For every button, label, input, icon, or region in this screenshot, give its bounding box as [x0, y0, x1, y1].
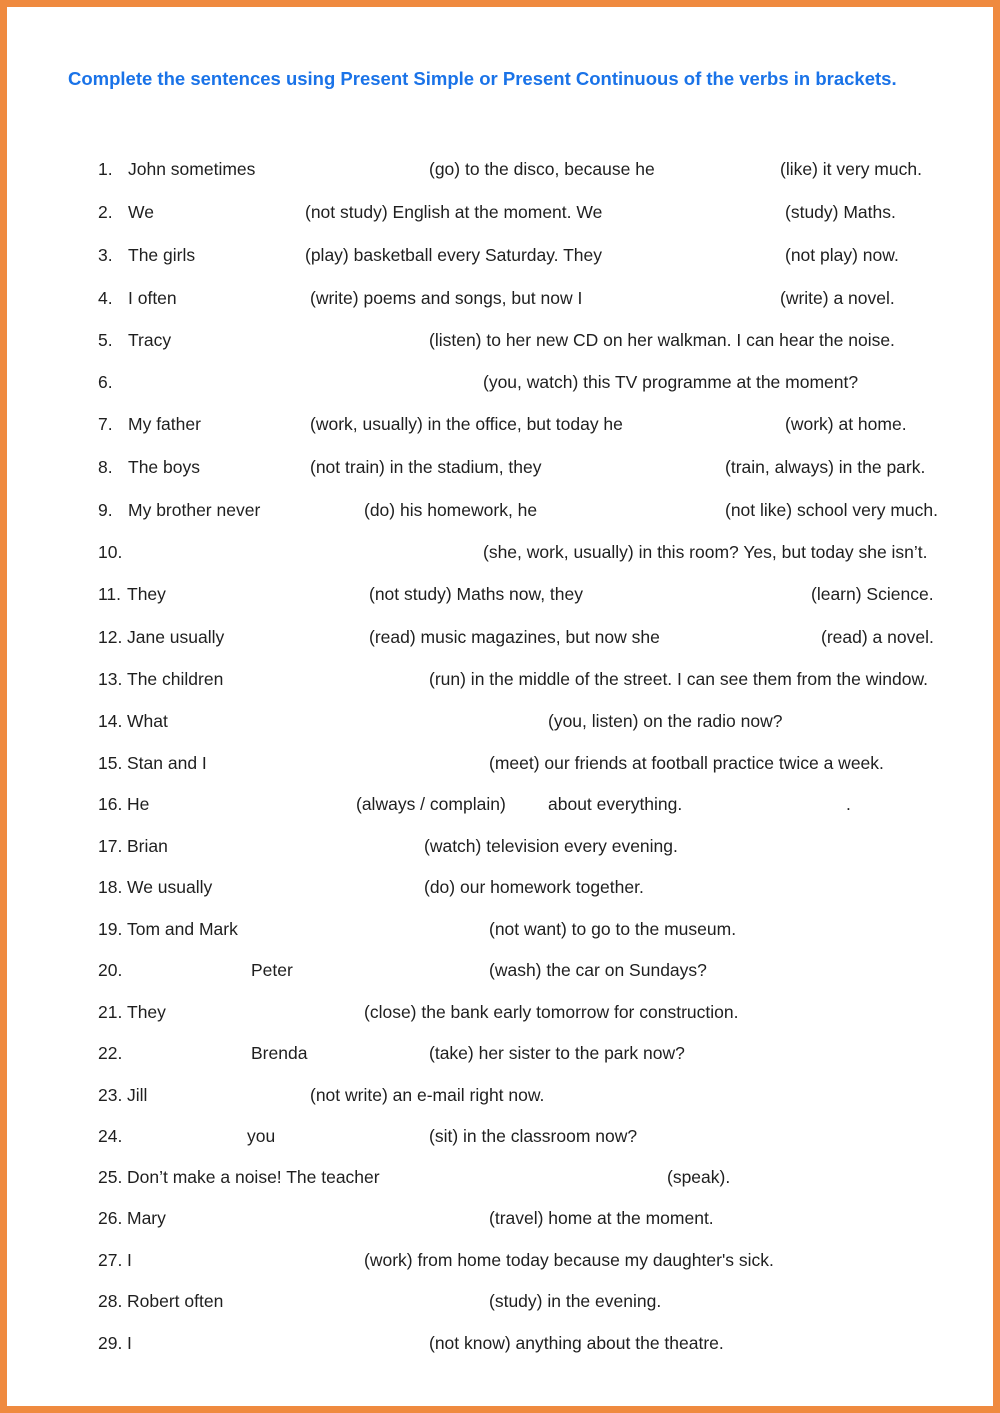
item-number: 5. [98, 330, 113, 350]
sentence-segment: (read) a novel. [821, 627, 934, 647]
item-number: 12. [98, 627, 123, 647]
sentence-segment: you [247, 1126, 276, 1146]
item-number: 3. [98, 245, 113, 265]
sentence-segment: The boys [128, 457, 200, 477]
sentence-segment: (not like) school very much. [725, 500, 938, 520]
exercise-item [7, 1332, 1000, 1354]
exercise-item [7, 583, 1000, 605]
sentence-segment: (take) her sister to the park now? [429, 1043, 685, 1063]
sentence-segment: Jill [127, 1085, 148, 1105]
sentence-segment: (meet) our friends at football practice twice a week. [489, 753, 884, 773]
sentence-segment: (run) in the middle of the street. I can see them from the window. [429, 669, 928, 689]
sentence-segment: He [127, 794, 150, 814]
exercise-item [7, 959, 1000, 981]
sentence-segment: about everything. [548, 794, 683, 814]
item-number: 4. [98, 288, 113, 308]
sentence-segment: (not study) Maths now, they [369, 584, 583, 604]
sentence-segment: (not study) English at the moment. We [305, 202, 603, 222]
sentence-segment: (you, listen) on the radio now? [548, 711, 783, 731]
item-number: 22. [98, 1043, 123, 1063]
exercise-item [7, 1249, 1000, 1271]
item-number: 10. [98, 542, 123, 562]
sentence-segment: (train, always) in the park. [725, 457, 926, 477]
exercise-item [7, 499, 1000, 521]
sentence-segment: (write) poems and songs, but now I [310, 288, 583, 308]
exercise-item [7, 710, 1000, 732]
sentence-segment: (she, work, usually) in this room? Yes, but today she isn’t. [483, 542, 928, 562]
sentence-segment: (speak). [667, 1167, 731, 1187]
exercise-item [7, 1042, 1000, 1064]
sentence-segment: We usually [127, 877, 213, 897]
sentence-segment: The children [127, 669, 224, 689]
sentence-segment: (do) his homework, he [364, 500, 538, 520]
item-number: 29. [98, 1333, 123, 1353]
exercise-item [7, 287, 1000, 309]
exercise-item [7, 668, 1000, 690]
sentence-segment: (do) our homework together. [424, 877, 644, 897]
sentence-segment: We [128, 202, 154, 222]
sentence-segment: Jane usually [127, 627, 225, 647]
exercise-item [7, 1290, 1000, 1312]
sentence-segment: (read) music magazines, but now she [369, 627, 660, 647]
sentence-segment: Tracy [128, 330, 172, 350]
sentence-segment: (study) Maths. [785, 202, 896, 222]
item-number: 20. [98, 960, 123, 980]
item-number: 16. [98, 794, 123, 814]
sentence-segment: (always / complain) [356, 794, 506, 814]
sentence-segment: Peter [251, 960, 293, 980]
sentence-segment: (not know) anything about the theatre. [429, 1333, 724, 1353]
sentence-segment: Stan and I [127, 753, 207, 773]
sentence-segment: My father [128, 414, 201, 434]
exercise-item [7, 793, 1000, 815]
sentence-segment: Robert often [127, 1291, 224, 1311]
item-number: 14. [98, 711, 123, 731]
sentence-segment: (you, watch) this TV programme at the moment? [483, 372, 859, 392]
exercise-item [7, 456, 1000, 478]
exercise-item [7, 752, 1000, 774]
sentence-segment: . [846, 794, 851, 814]
exercise-item [7, 1166, 1000, 1188]
sentence-segment: (work) from home today because my daughter's sick. [364, 1250, 774, 1270]
sentence-segment: (learn) Science. [811, 584, 934, 604]
sentence-segment: I [127, 1333, 132, 1353]
item-number: 26. [98, 1208, 123, 1228]
exercise-item [7, 1001, 1000, 1023]
sentence-segment: (not want) to go to the museum. [489, 919, 737, 939]
item-number: 1. [98, 159, 113, 179]
exercise-item [7, 244, 1000, 266]
exercise-item [7, 835, 1000, 857]
sentence-segment: They [127, 1002, 166, 1022]
exercise-item [7, 158, 1000, 180]
sentence-segment: I [127, 1250, 132, 1270]
exercise-item [7, 541, 1000, 563]
sentence-segment: (listen) to her new CD on her walkman. I can hear the noise. [429, 330, 895, 350]
exercise-item [7, 413, 1000, 435]
item-number: 17. [98, 836, 123, 856]
item-number: 2. [98, 202, 113, 222]
exercise-item [7, 371, 1000, 393]
sentence-segment: (like) it very much. [780, 159, 922, 179]
sentence-segment: What [127, 711, 168, 731]
item-number: 23. [98, 1085, 123, 1105]
sentence-segment: (work, usually) in the office, but today he [310, 414, 623, 434]
exercise-item [7, 918, 1000, 940]
sentence-segment: Don’t make a noise! The teacher [127, 1167, 380, 1187]
sentence-segment: (watch) television every evening. [424, 836, 678, 856]
exercise-item [7, 1207, 1000, 1229]
sentence-segment: (write) a novel. [780, 288, 895, 308]
item-number: 11. [98, 584, 122, 604]
exercise-item [7, 626, 1000, 648]
sentence-segment: (not train) in the stadium, they [310, 457, 542, 477]
sentence-segment: (play) basketball every Saturday. They [305, 245, 602, 265]
item-number: 18. [98, 877, 123, 897]
item-number: 9. [98, 500, 113, 520]
item-number: 13. [98, 669, 123, 689]
item-number: 6. [98, 372, 113, 392]
sentence-segment: Tom and Mark [127, 919, 238, 939]
item-number: 21. [98, 1002, 123, 1022]
sentence-segment: (go) to the disco, because he [429, 159, 655, 179]
item-number: 19. [98, 919, 123, 939]
sentence-segment: I often [128, 288, 177, 308]
sentence-segment: (sit) in the classroom now? [429, 1126, 638, 1146]
exercise-item [7, 1125, 1000, 1147]
sentence-segment: They [127, 584, 166, 604]
sentence-segment: The girls [128, 245, 196, 265]
item-number: 28. [98, 1291, 123, 1311]
item-number: 24. [98, 1126, 123, 1146]
exercise-item [7, 201, 1000, 223]
sentence-segment: My brother never [128, 500, 261, 520]
item-number: 8. [98, 457, 113, 477]
sentence-segment: Brian [127, 836, 168, 856]
instructions-heading: Complete the sentences using Present Simple or Present Continuous of the verbs in brackets. [68, 68, 897, 89]
sentence-segment: Mary [127, 1208, 166, 1228]
sentence-segment: (wash) the car on Sundays? [489, 960, 707, 980]
exercise-item [7, 1084, 1000, 1106]
exercise-item [7, 876, 1000, 898]
sentence-segment: John sometimes [128, 159, 256, 179]
sentence-segment: Brenda [251, 1043, 308, 1063]
item-number: 25. [98, 1167, 123, 1187]
item-number: 15. [98, 753, 123, 773]
item-number: 7. [98, 414, 113, 434]
item-number: 27. [98, 1250, 123, 1270]
sentence-segment: (study) in the evening. [489, 1291, 662, 1311]
sentence-segment: (travel) home at the moment. [489, 1208, 714, 1228]
exercise-item [7, 329, 1000, 351]
sentence-segment: (not write) an e-mail right now. [310, 1085, 545, 1105]
sentence-segment: (work) at home. [785, 414, 907, 434]
sentence-segment: (close) the bank early tomorrow for construction. [364, 1002, 739, 1022]
sentence-segment: (not play) now. [785, 245, 899, 265]
